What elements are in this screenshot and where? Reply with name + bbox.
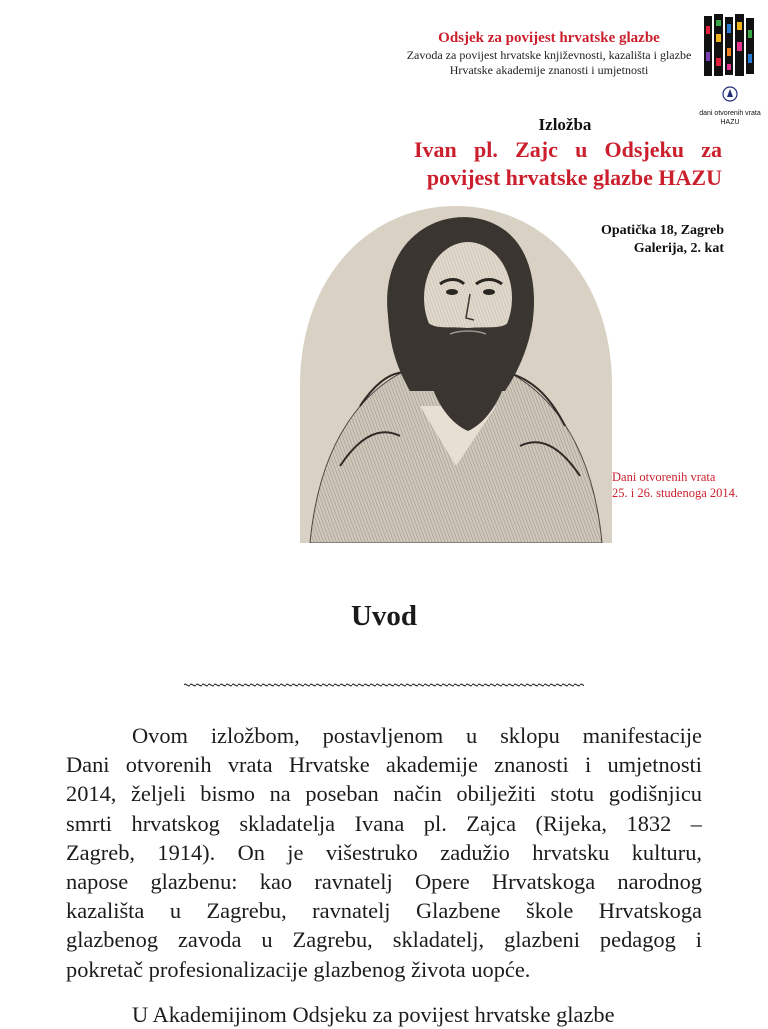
paragraph-line: smrti hrvatskog skladatelja Ivana pl. Zajca (Rijeka, 1832 – bbox=[66, 810, 702, 836]
institution-line-1: Zavoda za povijest hrvatske književnosti, kazališta i glazbe bbox=[406, 48, 692, 62]
logo-caption-line-1: dani otvorenih vrata bbox=[699, 110, 761, 117]
exhibition-label: Izložba bbox=[538, 115, 592, 134]
paragraph-line: 2014, željeli bismo na poseban način obilježiti stotu godišnjicu bbox=[66, 781, 702, 807]
open-days-notice bbox=[612, 469, 762, 501]
exhibition-title-line-1: Ivan pl. Zajc u Odsjeku za bbox=[414, 137, 722, 162]
portrait-illustration bbox=[300, 206, 612, 543]
department-title: Odsjek za povijest hrvatske glazbe bbox=[438, 30, 660, 46]
exhibition-title bbox=[414, 136, 722, 192]
section-heading: Uvod bbox=[350, 600, 418, 632]
logo-caption bbox=[690, 109, 768, 127]
paragraph-line: kazališta u Zagrebu, ravnatelj Glazbene škole Hrvatskoga bbox=[66, 898, 702, 924]
institution-name bbox=[392, 48, 706, 78]
open-days-line-2: 25. i 26. studenoga 2014. bbox=[612, 486, 739, 500]
paragraph-line: Dani otvorenih vrata Hrvatske akademije znanosti i umjetnosti bbox=[66, 752, 702, 778]
address-line-1: Opatička 18, Zagreb bbox=[600, 223, 724, 238]
paragraph-line: U Akademijinom Odsjeku za povijest hrvatske glazbe bbox=[132, 1002, 615, 1027]
institution-line-2: Hrvatske akademije znanosti i umjetnosti bbox=[449, 63, 649, 77]
intro-paragraph bbox=[66, 721, 702, 984]
logo-caption-line-2: HAZU bbox=[720, 119, 740, 126]
open-days-line-1: Dani otvorenih vrata bbox=[612, 470, 716, 484]
hazu-logo bbox=[700, 12, 760, 80]
academy-seal-icon bbox=[722, 84, 738, 104]
paragraph-line: pokretač profesionalizacije glazbenog života uopće. bbox=[66, 956, 531, 982]
ornamental-divider bbox=[184, 682, 584, 688]
address-line-2: Galerija, 2. kat bbox=[633, 241, 724, 256]
exhibition-title-line-2: povijest hrvatske glazbe HAZU bbox=[426, 165, 722, 190]
paragraph-line: Ovom izložbom, postavljenom u sklopu manifestacije bbox=[132, 723, 702, 748]
paragraph-line: Zagreb, 1914). On je višestruko zadužio hrvatsku kulturu, bbox=[66, 839, 702, 865]
paragraph-line: glazbenog zavoda u Zagrebu, skladatelj, glazbeni pedagog i bbox=[66, 927, 702, 953]
second-paragraph bbox=[66, 1000, 702, 1029]
paragraph-line: napose glazbenu: kao ravnatelj Opere Hrvatskoga narodnog bbox=[66, 869, 702, 895]
